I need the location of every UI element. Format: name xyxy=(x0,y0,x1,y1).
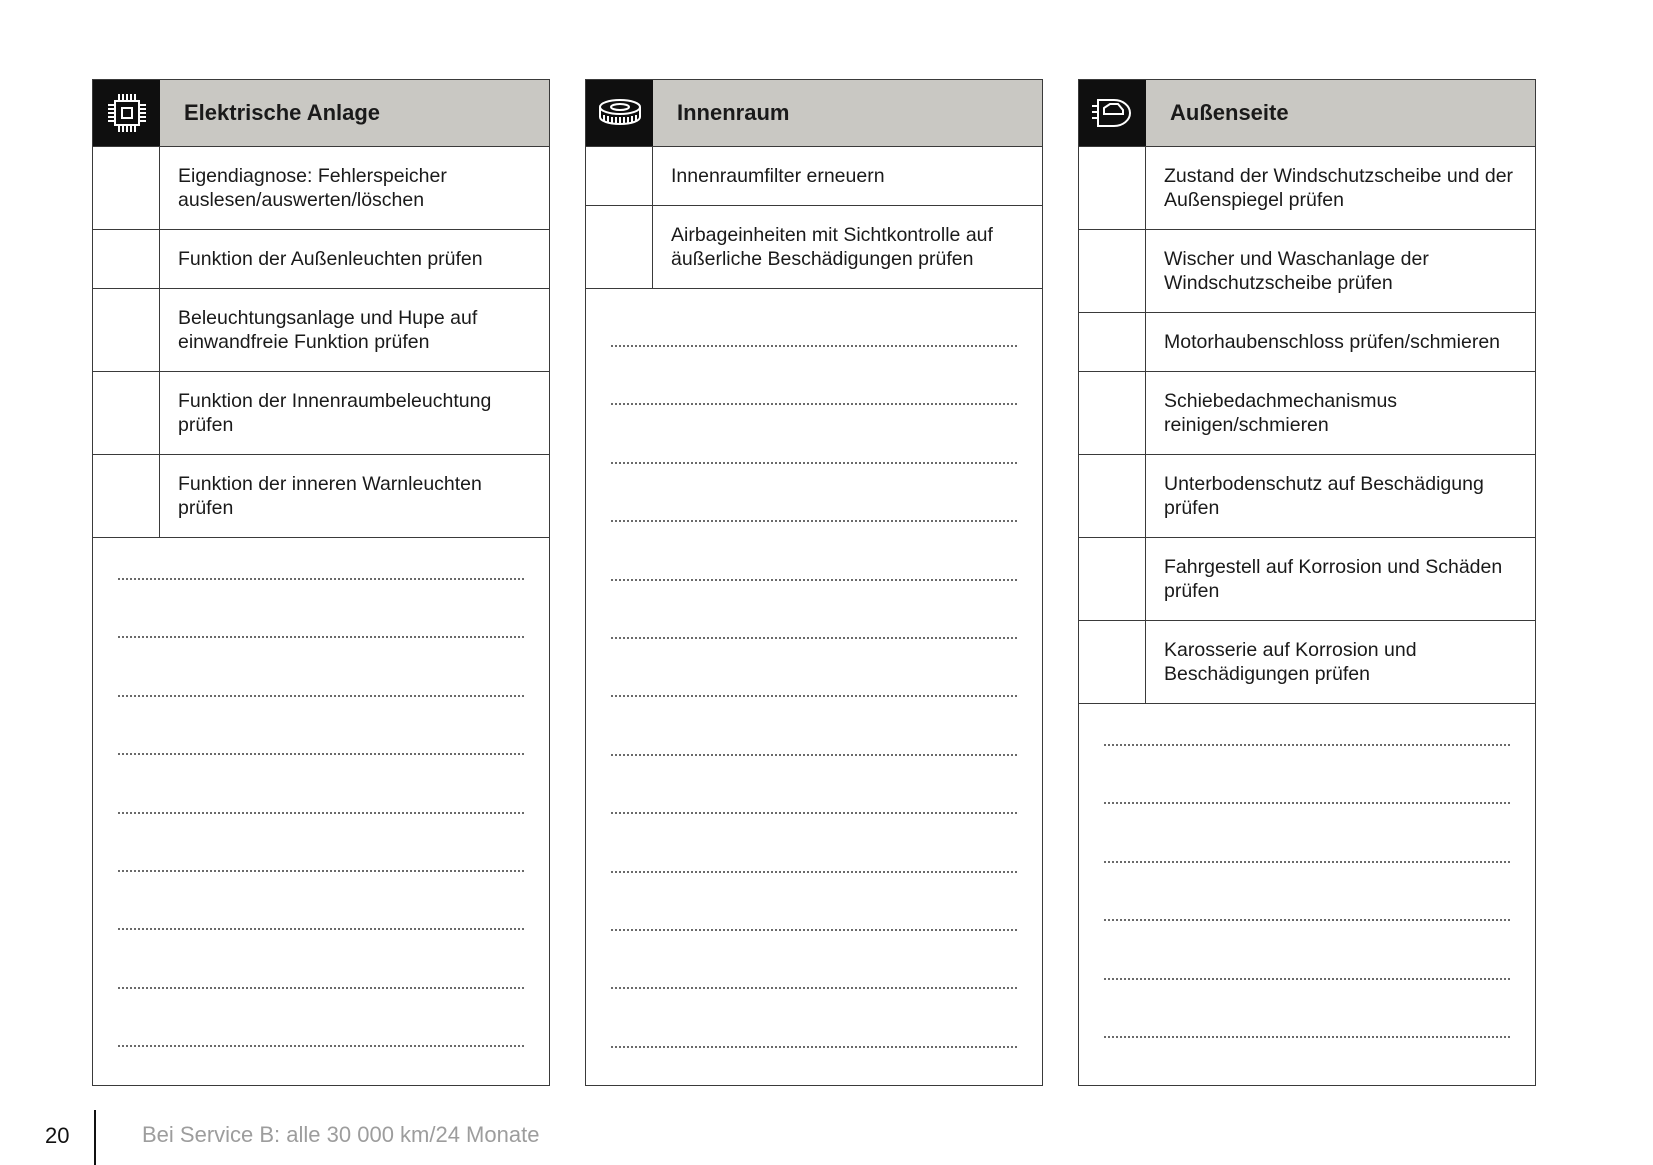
footer-divider xyxy=(94,1110,96,1165)
task-checkbox[interactable] xyxy=(93,372,160,454)
task-checkbox[interactable] xyxy=(93,147,160,229)
notes-area[interactable] xyxy=(586,289,1042,1048)
note-line[interactable] xyxy=(1104,980,1510,1038)
task-label: Innenraumfilter erneuern xyxy=(671,165,885,187)
notes-area[interactable] xyxy=(1079,704,1535,1038)
task-row xyxy=(1079,313,1535,372)
task-checkbox[interactable] xyxy=(1079,372,1146,454)
task-label: Funktion der inneren Warnleuchten prüfen xyxy=(178,473,482,519)
task-checkbox[interactable] xyxy=(93,455,160,537)
note-line[interactable] xyxy=(1104,746,1510,804)
note-line[interactable] xyxy=(1104,704,1510,746)
note-line[interactable] xyxy=(1104,804,1510,862)
note-line[interactable] xyxy=(611,347,1017,405)
task-row xyxy=(1079,372,1535,455)
task-label: Airbageinheiten mit Sichtkontrolle auf äußerliche Beschädigungen prüfen xyxy=(671,224,993,270)
circuit-chip-icon xyxy=(93,80,160,146)
panel-innenraum xyxy=(585,79,1043,1086)
task-row xyxy=(1079,455,1535,538)
note-line[interactable] xyxy=(118,989,524,1047)
task-row xyxy=(1079,621,1535,704)
task-row xyxy=(93,372,549,455)
task-label: Karosserie auf Korrosion und Beschädigungen prüfen xyxy=(1164,639,1417,685)
note-line[interactable] xyxy=(611,756,1017,814)
task-row xyxy=(1079,147,1535,230)
task-checkbox[interactable] xyxy=(93,230,160,288)
note-line[interactable] xyxy=(611,464,1017,522)
task-row xyxy=(93,455,549,538)
panel-header xyxy=(586,80,1042,147)
note-line[interactable] xyxy=(118,538,524,580)
task-checkbox[interactable] xyxy=(1079,147,1146,229)
note-line[interactable] xyxy=(118,580,524,638)
task-row xyxy=(1079,230,1535,313)
note-line[interactable] xyxy=(611,989,1017,1047)
task-checkbox[interactable] xyxy=(586,147,653,205)
note-line[interactable] xyxy=(611,522,1017,580)
panel-header xyxy=(93,80,549,147)
note-line[interactable] xyxy=(118,814,524,872)
task-label: Schiebedachmechanismus reinigen/schmieren xyxy=(1164,390,1398,436)
notes-area[interactable] xyxy=(93,538,549,1047)
note-line[interactable] xyxy=(118,930,524,988)
task-checkbox[interactable] xyxy=(1079,621,1146,703)
note-line[interactable] xyxy=(611,931,1017,989)
task-label: Zustand der Windschutzscheibe und der Außenspiegel prüfen xyxy=(1164,165,1514,211)
task-checkbox[interactable] xyxy=(586,206,653,288)
note-line[interactable] xyxy=(611,289,1017,347)
note-line[interactable] xyxy=(118,755,524,813)
note-line[interactable] xyxy=(611,697,1017,755)
task-checkbox[interactable] xyxy=(1079,455,1146,537)
car-exterior-icon xyxy=(1079,80,1146,146)
task-row xyxy=(93,147,549,230)
task-label: Funktion der Innenraumbeleuchtung prüfen xyxy=(178,390,492,436)
page-number: 20 xyxy=(45,1123,70,1148)
task-row xyxy=(93,230,549,289)
task-checkbox[interactable] xyxy=(93,289,160,371)
panel-title: Innenraum xyxy=(677,100,790,125)
footer-text: Bei Service B: alle 30 000 km/24 Monate xyxy=(142,1122,540,1147)
task-label: Eigendiagnose: Fehlerspeicher auslesen/auswerten/löschen xyxy=(178,165,447,211)
task-label: Wischer und Waschanlage der Windschutzscheibe prüfen xyxy=(1164,248,1429,294)
panel-title: Elektrische Anlage xyxy=(184,100,381,125)
task-label: Fahrgestell auf Korrosion und Schäden prüfen xyxy=(1164,556,1503,602)
task-label: Unterbodenschutz auf Beschädigung prüfen xyxy=(1164,473,1484,519)
task-label: Motorhaubenschloss prüfen/schmieren xyxy=(1164,331,1501,353)
task-checkbox[interactable] xyxy=(1079,538,1146,620)
note-line[interactable] xyxy=(611,405,1017,463)
task-checkbox[interactable] xyxy=(1079,230,1146,312)
note-line[interactable] xyxy=(118,638,524,696)
task-row xyxy=(586,147,1042,206)
task-row xyxy=(1079,538,1535,621)
note-line[interactable] xyxy=(118,872,524,930)
note-line[interactable] xyxy=(611,581,1017,639)
note-line[interactable] xyxy=(118,697,524,755)
panel-aussenseite xyxy=(1078,79,1536,1086)
task-row xyxy=(93,289,549,372)
task-label: Beleuchtungsanlage und Hupe auf einwandfreie Funktion prüfen xyxy=(178,307,478,353)
task-row xyxy=(586,206,1042,289)
note-line[interactable] xyxy=(611,873,1017,931)
note-line[interactable] xyxy=(1104,921,1510,979)
panel-title: Außenseite xyxy=(1170,100,1289,125)
note-line[interactable] xyxy=(611,639,1017,697)
task-checkbox[interactable] xyxy=(1079,313,1146,371)
note-line[interactable] xyxy=(611,814,1017,872)
cabin-filter-icon xyxy=(586,80,653,146)
panel-header xyxy=(1079,80,1535,147)
note-line[interactable] xyxy=(1104,863,1510,921)
task-label: Funktion der Außenleuchten prüfen xyxy=(178,248,483,270)
panel-elektrische-anlage xyxy=(92,79,550,1086)
